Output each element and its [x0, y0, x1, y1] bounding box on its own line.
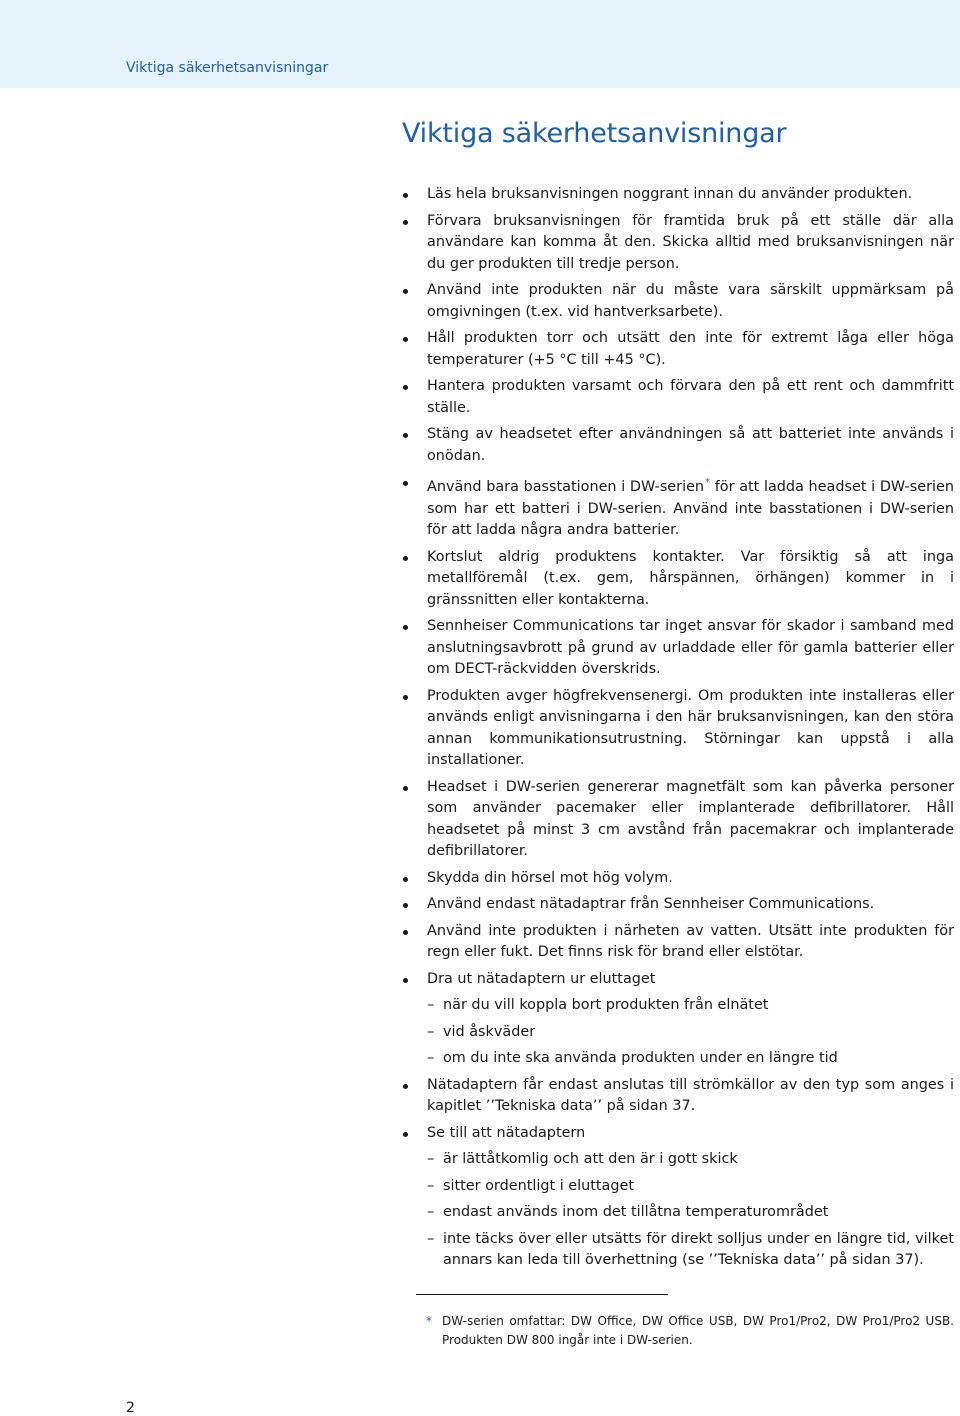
list-item: Headset i DW-serien genererar magnetfält som kan påverka personer som använder pacemaker eller implanterade defibrillatorer. Håll headsetet på minst 3 cm avstånd från pacemakrar och implanterade defibrillatorer.	[402, 777, 954, 863]
sub-list	[427, 995, 954, 1070]
list-item: Använd endast nätadaptrar från Sennheiser Communications.	[402, 894, 954, 916]
footnote-mark: *	[426, 1314, 432, 1328]
footnote-reference: *	[705, 477, 711, 488]
page-number: 2	[126, 1400, 135, 1416]
safety-instructions	[402, 184, 954, 1277]
sub-list-item: – om du inte ska använda produkten under en längre tid	[427, 1048, 954, 1070]
sub-list-item: – när du vill koppla bort produkten från elnätet	[427, 995, 954, 1017]
list-item: Läs hela bruksanvisningen noggrant innan du använder produkten.	[402, 184, 954, 206]
footnote-text: DW-serien omfattar: DW Office, DW Office USB, DW Pro1/Pro2, DW Pro1/Pro2 USB. Produkten DW 800 ingår inte i DW-serien.	[442, 1314, 954, 1347]
running-header: Viktiga säkerhetsanvisningar	[126, 60, 329, 76]
list-item: Produkten avger högfrekvensenergi. Om produkten inte installeras eller används enligt anvisningarna i den här bruksanvisningen, kan den störa annan kommunikationsutrustning. Störningar kan uppstå i alla installationer.	[402, 686, 954, 772]
sub-list-item: – vid åskväder	[427, 1022, 954, 1044]
sub-list	[427, 1149, 954, 1272]
list-item: Sennheiser Communications tar inget ansvar för skador i samband med anslutningsavbrott på grund av urladdade eller för gamla batterier eller om DECT-räckvidden överskrids.	[402, 616, 954, 681]
list-item: Se till att nätadaptern – är lättåtkomlig och att den är i gott skick – sitter ordentligt i eluttaget – endast används inom det tillåtna temperaturområdet – inte täcks över eller utsätts för direkt solljus under en längre tid, vilket annars kan leda till överhettning (se ’’Tekniska data’’ på sidan 37).	[402, 1123, 954, 1272]
list-item: Hantera produkten varsamt och förvara den på ett rent och dammfritt ställe.	[402, 376, 954, 419]
list-item: Kortslut aldrig produktens kontakter. Var försiktig så att inga metallföremål (t.ex. gem, hårspännen, örhängen) kommer in i gränssnitten eller kontakterna.	[402, 547, 954, 612]
footnote-divider	[416, 1294, 668, 1295]
list-item: Förvara bruksanvisningen för framtida bruk på ett ställe där alla användare kan komma åt den. Skicka alltid med bruksanvisningen när du ger produkten till tredje person.	[402, 211, 954, 276]
list-item: Använd inte produkten när du måste vara särskilt uppmärksam på omgivningen (t.ex. vid hantverksarbete).	[402, 280, 954, 323]
sub-list-item: – endast används inom det tillåtna temperaturområdet	[427, 1202, 954, 1224]
sub-list-item: – sitter ordentligt i eluttaget	[427, 1176, 954, 1198]
list-item: Håll produkten torr och utsätt den inte för extremt låga eller höga temperaturer (+5 °C till +45 °C).	[402, 328, 954, 371]
sub-list-item: – är lättåtkomlig och att den är i gott skick	[427, 1149, 954, 1171]
list-item: Använd inte produkten i närheten av vatten. Utsätt inte produkten för regn eller fukt. Det finns risk för brand eller elstötar.	[402, 921, 954, 964]
list-item: Skydda din hörsel mot hög volym.	[402, 868, 954, 890]
safety-list	[402, 184, 954, 1272]
list-item: Använd bara basstationen i DW-serien* för att ladda headset i DW-serien som har ett batteri i DW-serien. Använd inte basstationen i DW-serien för att ladda några andra batterier.	[402, 472, 954, 542]
sub-list-item: – inte täcks över eller utsätts för direkt solljus under en längre tid, vilket annars kan leda till överhettning (se ’’Tekniska data’’ på sidan 37).	[427, 1229, 954, 1272]
list-item: Nätadaptern får endast anslutas till strömkällor av den typ som anges i kapitlet ’’Tekniska data’’ på sidan 37.	[402, 1075, 954, 1118]
page-title: Viktiga säkerhetsanvisningar	[402, 118, 787, 149]
list-item: Stäng av headsetet efter användningen så att batteriet inte används i onödan.	[402, 424, 954, 467]
footnote	[426, 1312, 954, 1350]
list-item: Dra ut nätadaptern ur eluttaget – när du vill koppla bort produkten från elnätet – vid åskväder – om du inte ska använda produkten under en längre tid	[402, 969, 954, 1070]
